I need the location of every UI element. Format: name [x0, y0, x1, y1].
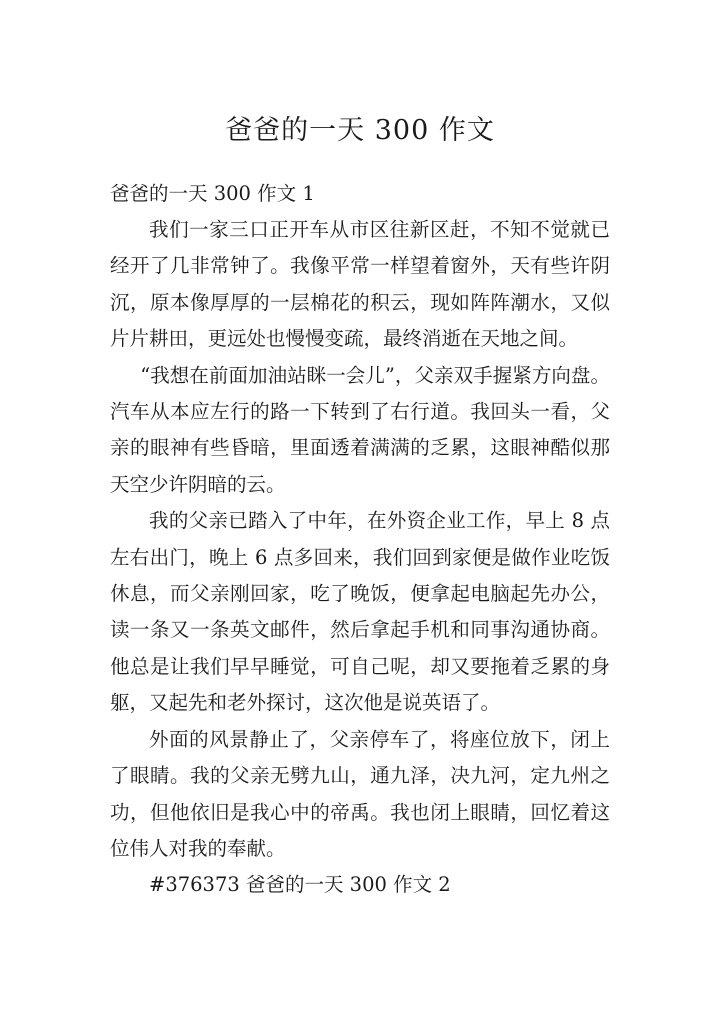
document-body [110, 176, 610, 903]
paragraph: “我想在前面加油站眯一会儿”，父亲双手握紧方向盘。汽车从本应左行的路一下转到了右行道。我回头一看，父亲的眼神有些昏暗，里面透着满满的乏累，这眼神酷似那天空少许阴暗的云。 [110, 363, 610, 496]
section-heading: 爸爸的一天 300 作文 1 [110, 182, 315, 205]
document-title: 爸爸的一天 300 作文 [225, 115, 495, 146]
next-section-reference: #376373 爸爸的一天 300 作文 2 [149, 873, 451, 897]
paragraph: 我的父亲已踏入了中年，在外资企业工作，早上 8 点左右出门，晚上 6 点多回来，我们回到家便是做作业吃饭休息，而父亲刚回家，吃了晚饭，便拿起电脑起先办公，读一条又一条英文邮件，然后拿起手机和同事沟通协商。他总是让我们早早睡觉，可自己呢，却又要拖着乏累的身躯，又起先和老外探讨，这次他是说英语了。 [110, 509, 610, 715]
paragraph: 我们一家三口正开车从市区往新区赶，不知不觉就已经开了几非常钟了。我像平常一样望着窗外，天有些许阴沉，原本像厚厚的一层棉花的积云，现如阵阵潮水，又似片片耕田，更远处也慢慢变疏，最终消逝在天地之间。 [110, 218, 610, 351]
paragraph: 外面的风景静止了，父亲停车了，将座位放下，闭上了眼睛。我的父亲无劈九山，通九泽，决九河，定九州之功，但他依旧是我心中的帝禹。我也闭上眼睛，回忆着这位伟人对我的奉献。 [110, 727, 610, 860]
